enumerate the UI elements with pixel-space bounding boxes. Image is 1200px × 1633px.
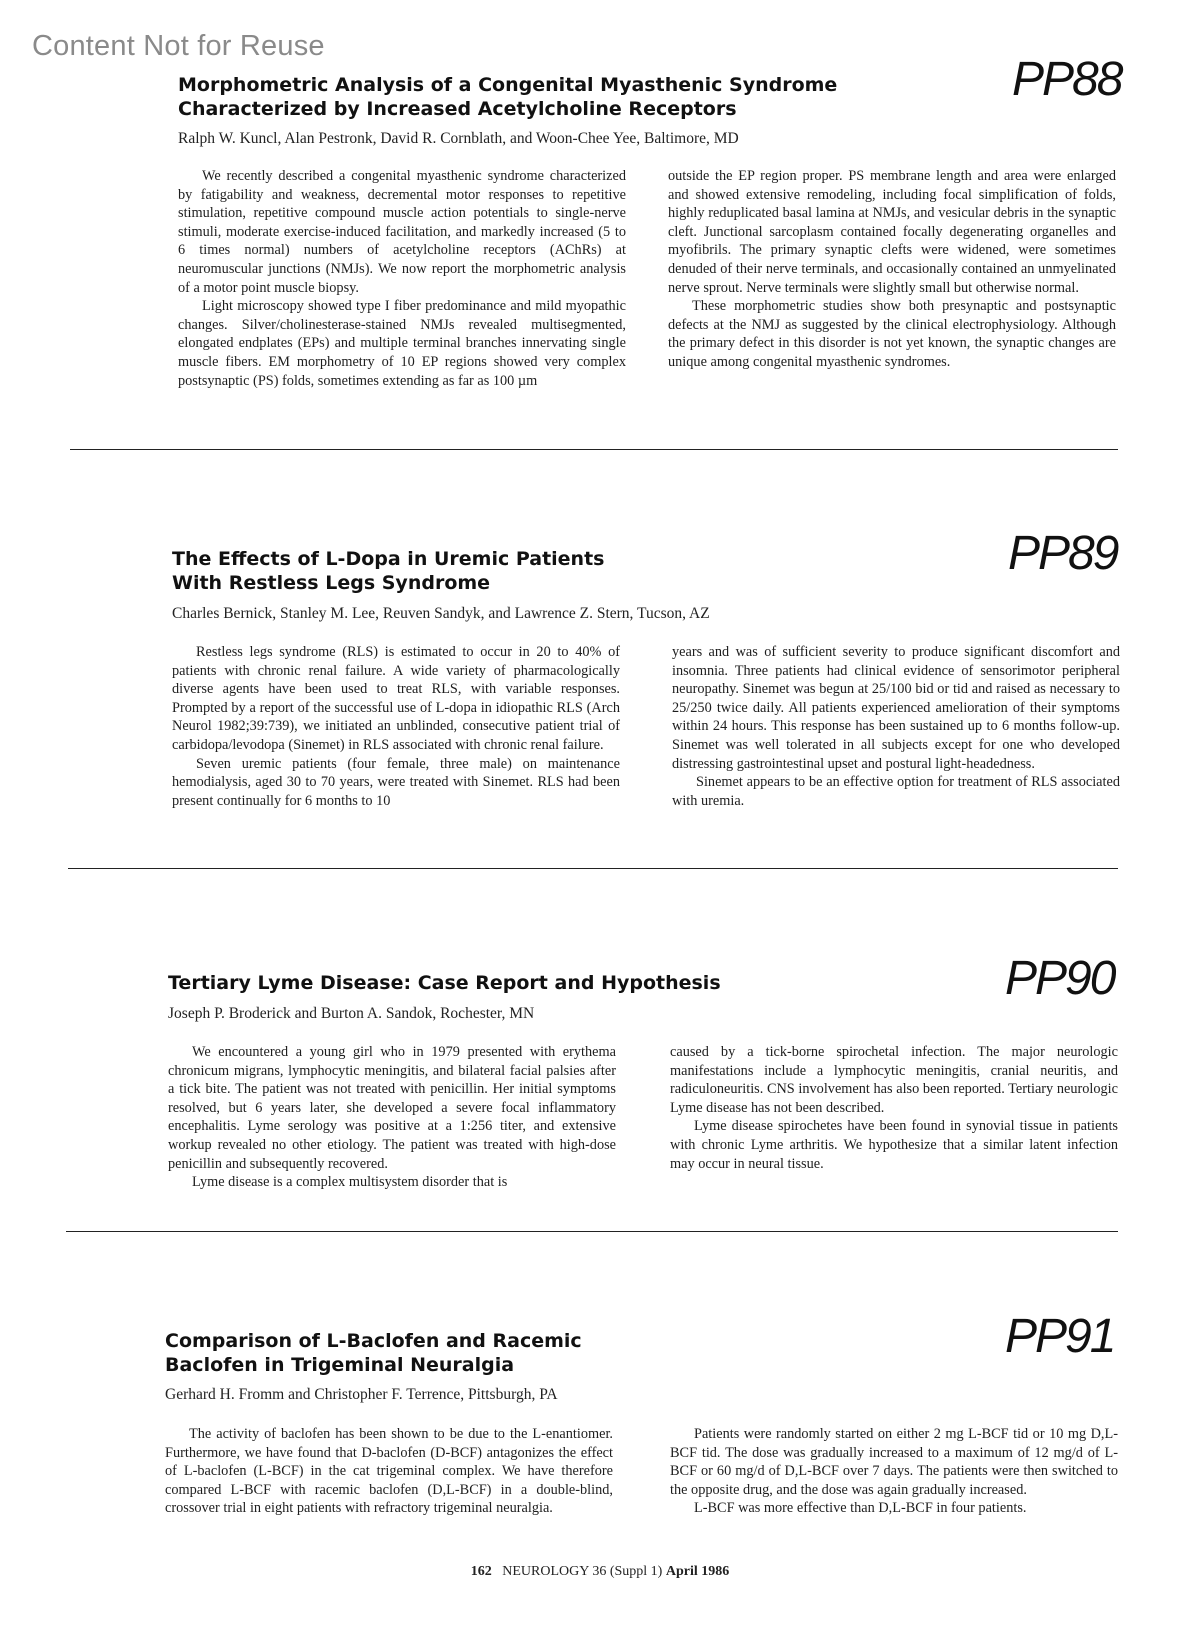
paragraph: caused by a tick-borne spirochetal infection. The major neurologic manifestations include a lymphocytic meningitis, cranial neuritis, and radiculoneuritis. CNS involvement has also been reported. Tertiary neurologic Lyme disease has not been described.	[670, 1044, 1118, 1116]
title-line: Morphometric Analysis of a Congenital Myasthenic Syndrome	[178, 74, 838, 96]
watermark: Content Not for Reuse	[32, 30, 325, 62]
paragraph: Restless legs syndrome (RLS) is estimated to occur in 20 to 40% of patients with chronic renal failure. A wide variety of pharmacologically diverse agents have been used to treat RLS, with variable responses. Prompted by a report of the successful use of L-dopa in idiopathic RLS (Arch Neurol 1982;39:739), we initiated an unblinded, consecutive patient trial of carbidopa/levodopa (Sinemet) in RLS associated with chronic renal failure.	[172, 644, 620, 753]
paragraph: These morphometric studies show both presynaptic and postsynaptic defects at the NMJ as suggested by the clinical electrophysiology. Although the primary defect in this disorder is not yet known, the synaptic changes are unique among congenital myasthenic syndromes.	[668, 298, 1116, 370]
page-footer	[0, 1564, 1200, 1580]
title-line: Tertiary Lyme Disease: Case Report and Hypothesis	[168, 972, 721, 994]
title-line: Baclofen in Trigeminal Neuralgia	[165, 1354, 515, 1376]
authors: Joseph P. Broderick and Burton A. Sandok, Rochester, MN	[168, 1005, 535, 1022]
title-line: Comparison of L-Baclofen and Racemic	[165, 1330, 582, 1352]
paragraph: The activity of baclofen has been shown to be due to the L-enantiomer. Furthermore, we have found that D-baclofen (D-BCF) antagonizes the effect of L-baclofen (L-BCF) in the cat trigeminal complex. We have therefore compared L-BCF with racemic baclofen (D,L-BCF) in a double-blind, crossover trial in eight patients with refractory trigeminal neuralgia.	[165, 1426, 613, 1517]
title-line: Characterized by Increased Acetylcholine Receptors	[178, 98, 737, 120]
abstract-code: PP88	[1012, 53, 1122, 106]
paragraph: L-BCF was more effective than D,L-BCF in four patients.	[694, 1500, 1027, 1517]
abstract-code: PP90	[1005, 952, 1115, 1005]
paragraph: Patients were randomly started on either 2 mg L-BCF tid or 10 mg D,L-BCF tid. The dose was gradually increased to a maximum of 12 mg/d of L-BCF or 60 mg/d of D,L-BCF over 7 days. The patients were then switched to the opposite drug, and the dose was again gradually increased.	[670, 1426, 1118, 1498]
issue-date: April 1986	[665, 1564, 730, 1579]
paragraph: outside the EP region proper. PS membrane length and area were enlarged and showed extensive remodeling, including focal simplification of folds, highly reduplicated basal lamina at NMJs, and vesicular debris in the synaptic cleft. Junctional sarcoplasm contained focally degenerating organelles and myofibrils. The primary synaptic clefts were widened, were sometimes denuded of their nerve terminals, and occasionally contained an unmyelinated nerve sprout. Nerve terminals were slightly small but otherwise normal.	[668, 168, 1116, 296]
authors: Ralph W. Kuncl, Alan Pestronk, David R. Cornblath, and Woon-Chee Yee, Baltimore, MD	[178, 130, 739, 147]
paragraph: years and was of sufficient severity to produce significant discomfort and insomnia. Three patients had clinical evidence of sensorimotor peripheral neuropathy. Sinemet was begun at 25/100 bid or tid and raised as necessary to 25/250 twice daily. All patients experienced amelioration of their symptoms within 24 hours. This response has been sustained up to 6 months follow-up. Sinemet was well tolerated in all subjects except for one who developed distressing gastrointestinal upset and postural light-headedness.	[672, 644, 1120, 772]
title-line: With Restless Legs Syndrome	[172, 572, 491, 594]
paragraph: Lyme disease is a complex multisystem disorder that is	[192, 1174, 508, 1191]
paragraph: Sinemet appears to be an effective option for treatment of RLS associated with uremia.	[672, 774, 1120, 809]
title-line: The Effects of L-Dopa in Uremic Patients	[172, 548, 605, 570]
abstract-title	[165, 1329, 582, 1377]
paragraph: Lyme disease spirochetes have been found in synovial tissue in patients with chronic Lyme arthritis. We hypothesize that a similar latent infection may occur in neural tissue.	[670, 1118, 1118, 1172]
authors: Gerhard H. Fromm and Christopher F. Terrence, Pittsburgh, PA	[165, 1386, 558, 1403]
right-column	[670, 1425, 1118, 1518]
abstract-code: PP91	[1005, 1310, 1115, 1363]
paragraph: We recently described a congenital myasthenic syndrome characterized by fatigability and weakness, decremental motor responses to repetitive stimulation, repetitive compound muscle action potentials to single-nerve stimuli, moderate exercise-induced facilitation, and markedly increased (5 to 6 times normal) numbers of acetylcholine receptors (AChRs) at neuromuscular junctions (NMJs). We now report the morphometric analysis of a motor point muscle biopsy.	[178, 168, 626, 296]
authors: Charles Bernick, Stanley M. Lee, Reuven Sandyk, and Lawrence Z. Stern, Tucson, AZ	[172, 605, 710, 622]
paragraph: Light microscopy showed type I fiber predominance and mild myopathic changes. Silver/cholinesterase-stained NMJs revealed multisegmented, elongated endplates (EPs) and multiple terminal branches innervating single muscle fibers. EM morphometry of 10 EP regions showed very complex postsynaptic (PS) folds, sometimes extending as far as 100 µm	[178, 298, 626, 389]
paragraph: We encountered a young girl who in 1979 presented with erythema chronicum migrans, lymphocytic meningitis, and bilateral facial palsies after a tick bite. The patient was not treated with penicillin. Her initial symptoms resolved, but 6 years later, she developed a severe focal inflammatory encephalitis. Lyme serology was positive at a 1:256 titer, and extensive workup revealed no other etiology. The patient was treated with high-dose penicillin and subsequently recovered.	[168, 1044, 616, 1172]
page-number: 162	[470, 1564, 492, 1579]
journal-name: NEUROLOGY 36 (Suppl 1)	[502, 1564, 663, 1579]
paragraph: Seven uremic patients (four female, three male) on maintenance hemodialysis, aged 30 to 70 years, were treated with Sinemet. RLS had been present continually for 6 months to 10	[172, 755, 620, 809]
abstract-code: PP89	[1008, 527, 1118, 580]
left-column	[165, 1425, 613, 1518]
